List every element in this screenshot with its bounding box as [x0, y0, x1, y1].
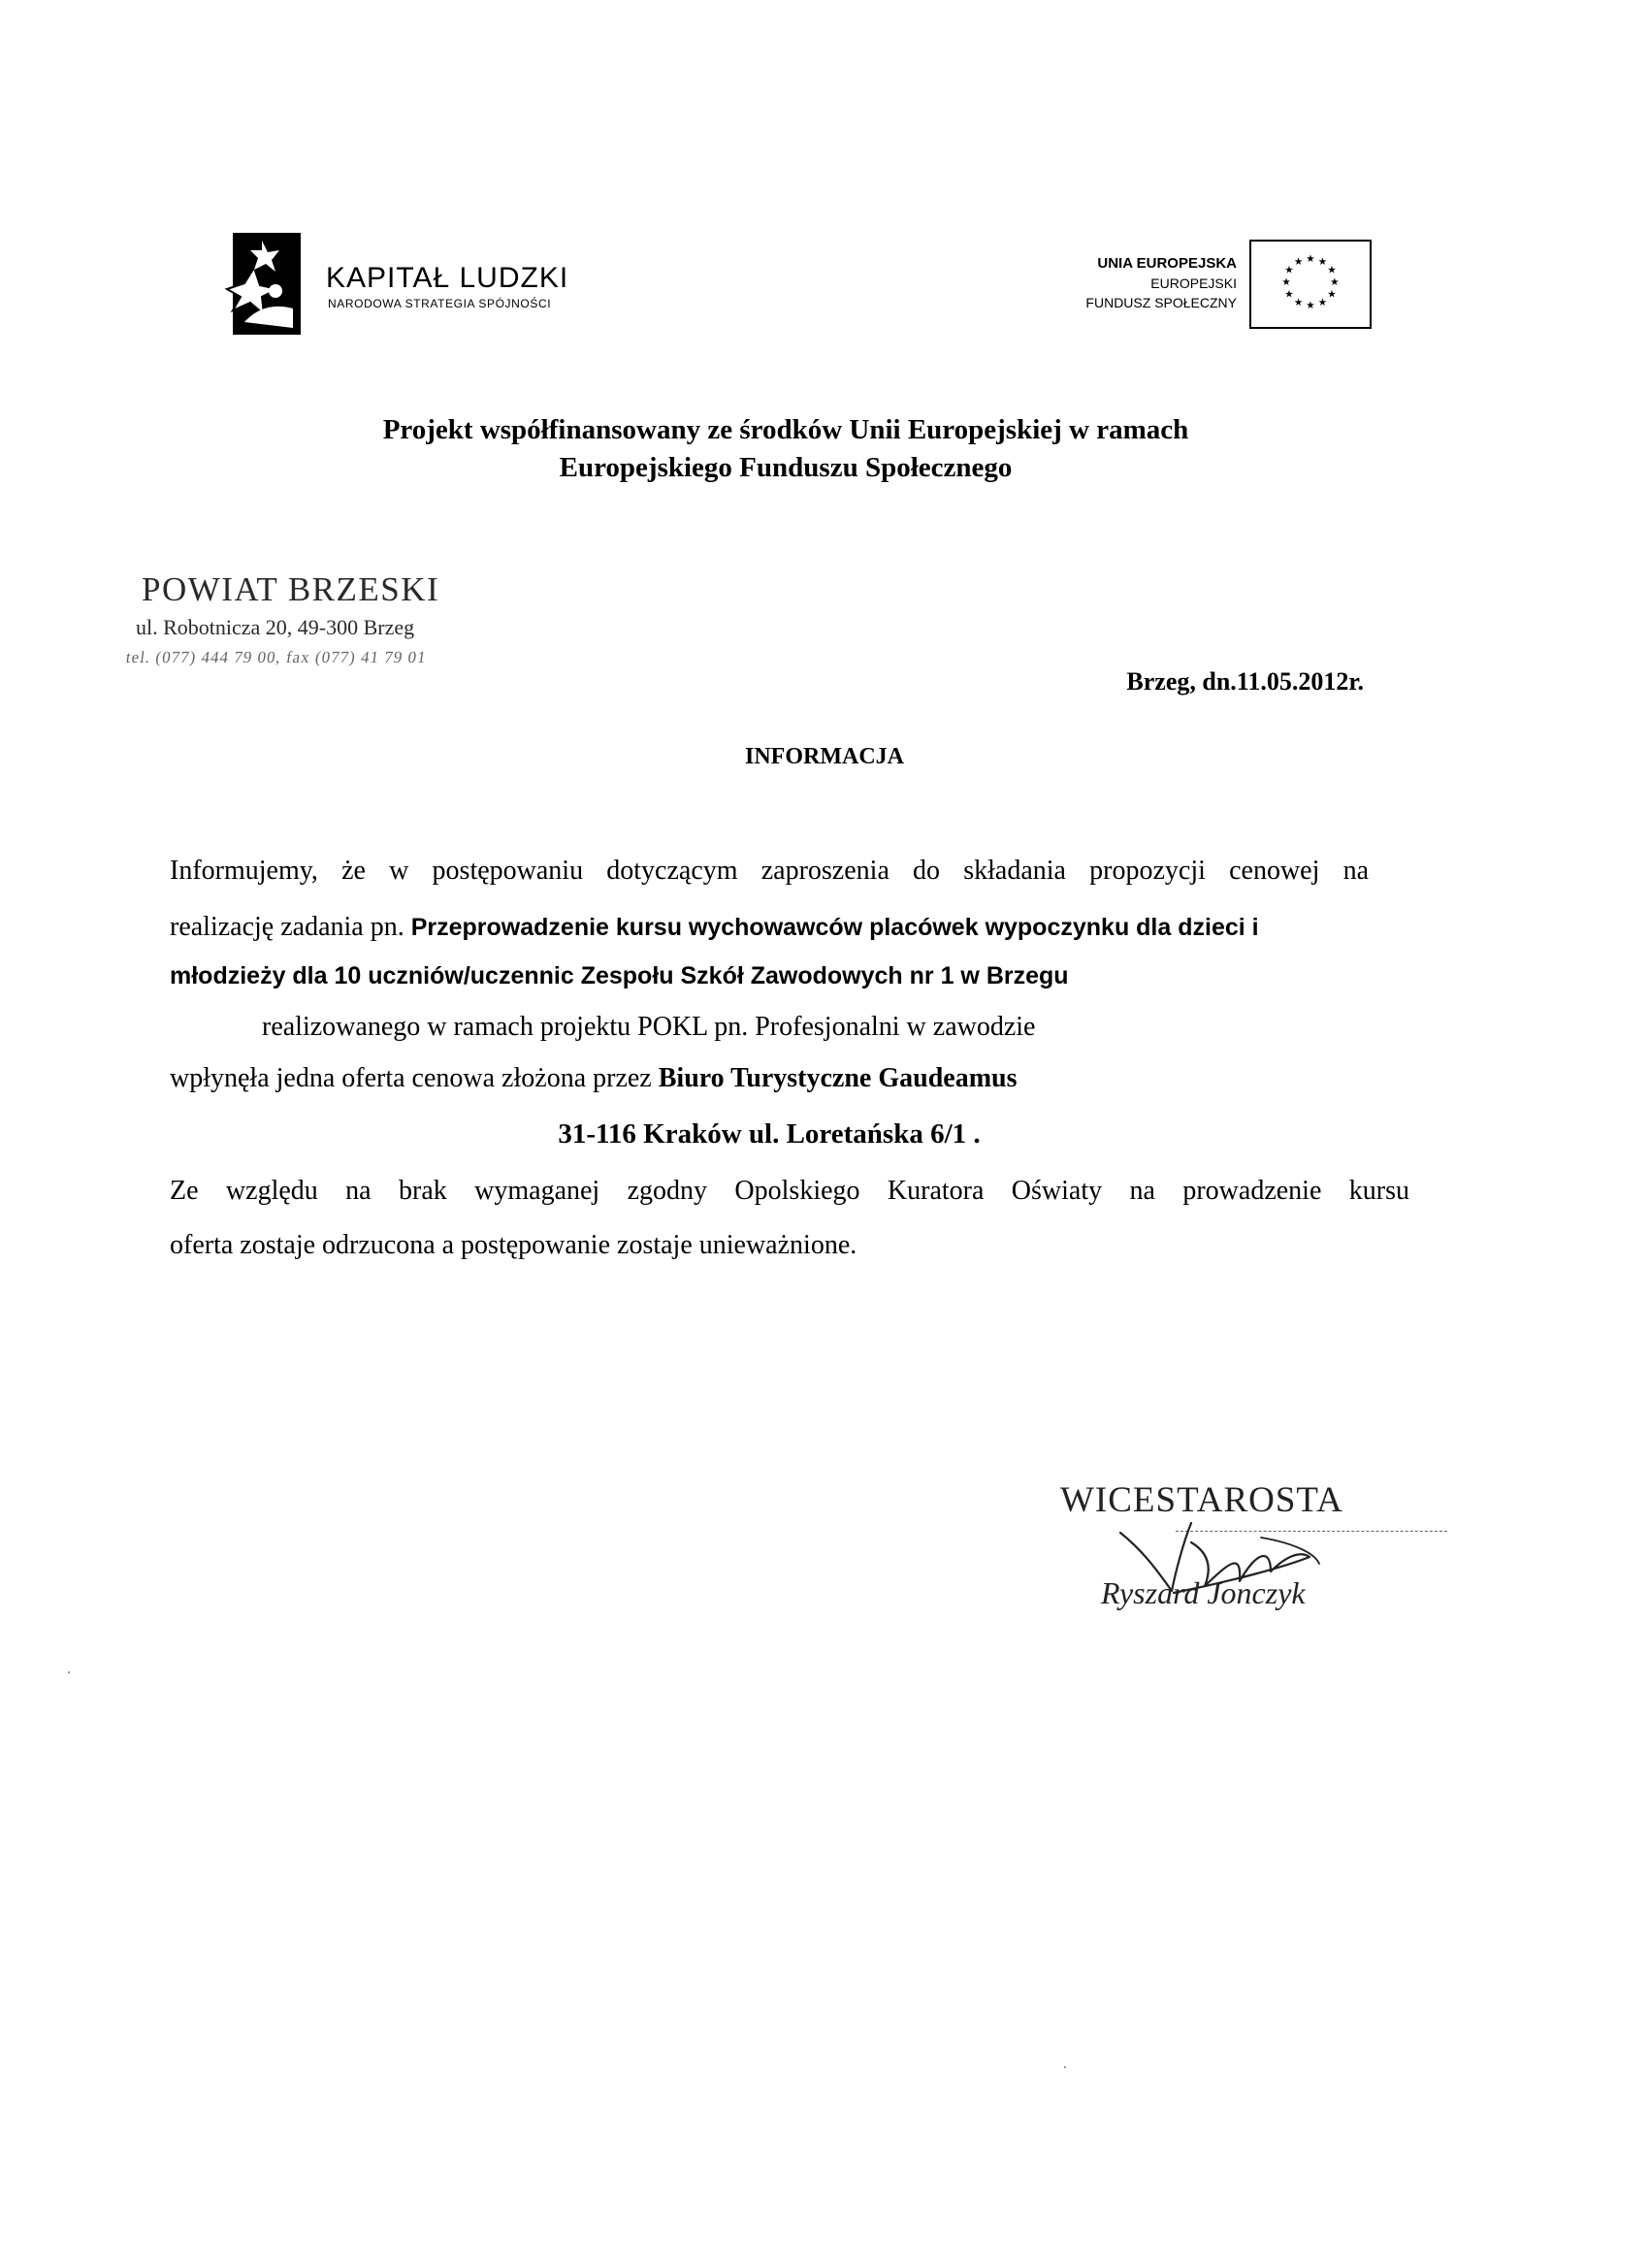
body-line-2-prefix: realizację zadania pn.	[170, 912, 411, 942]
bidder-name: Biuro Turystyczne Gaudeamus	[658, 1063, 1018, 1093]
kapital-ludzki-logo-icon	[215, 233, 301, 335]
svg-text:★: ★	[1306, 253, 1315, 266]
svg-text:★: ★	[1317, 255, 1328, 268]
stamp-name: POWIAT BRZESKI	[142, 570, 440, 608]
body-line-4: realizowanego w ramach projektu POKL pn. Profesjonalni w zawodzie	[262, 1012, 1036, 1042]
project-heading-line2: Europejskiego Funduszu Społecznego	[559, 452, 1013, 483]
svg-text:★: ★	[1327, 264, 1337, 276]
eu-line-unia: UNIA EUROPEJSKA	[1097, 255, 1237, 272]
svg-text:★: ★	[1293, 297, 1304, 308]
task-name-part-1: Przeprowadzenie kursu wychowawców placówek wypoczynku dla dzieci i	[410, 914, 1259, 941]
svg-text:★: ★	[1293, 255, 1304, 268]
svg-text:★: ★	[1306, 299, 1315, 311]
body-line-7: Ze względu na brak wymaganej zgodny Opolskiego Kuratora Oświaty na prowadzenie kursu	[170, 1176, 1409, 1206]
document-title: INFORMACJA	[745, 744, 904, 769]
signature-title: WICESTAROSTA	[1060, 1480, 1343, 1520]
eu-line-europejski: EUROPEJSKI	[1150, 275, 1237, 291]
body-line-5-prefix: wpłynęła jedna oferta cenowa złożona przez	[170, 1063, 659, 1093]
svg-text:★: ★	[1284, 264, 1294, 276]
eu-flag-icon	[1249, 240, 1372, 329]
svg-text:★: ★	[1284, 288, 1294, 301]
signatory-name: Ryszard Jonczyk	[1101, 1575, 1306, 1610]
project-heading	[194, 411, 1377, 487]
svg-text:★: ★	[1327, 288, 1337, 301]
project-heading-line1: Projekt współfinansowany ze środków Unii Europejskiej w ramach	[382, 414, 1189, 445]
scan-speck	[1064, 2066, 1066, 2068]
kapital-ludzki-subtitle: NARODOWA STRATEGIA SPÓJNOŚCI	[328, 297, 552, 310]
body-line-1: Informujemy, że w postępowaniu dotyczącym zaproszenia do składania propozycji cenowej na	[170, 856, 1369, 886]
stamp-address: ul. Robotnicza 20, 49-300 Brzeg	[136, 615, 415, 639]
svg-text:★: ★	[1281, 275, 1291, 288]
eu-line-fundusz: FUNDUSZ SPOŁECZNY	[1085, 295, 1237, 310]
svg-text:★: ★	[1317, 297, 1328, 308]
svg-text:★: ★	[1330, 275, 1340, 288]
body-line-5	[170, 1063, 1018, 1094]
kapital-ludzki-title: KAPITAŁ LUDZKI	[326, 262, 569, 294]
body-line-2	[170, 912, 1259, 943]
task-name-part-2: młodzieży dla 10 uczniów/uczennic Zespołu Szkół Zawodowych nr 1 w Brzegu	[170, 962, 1069, 989]
bidder-address: 31-116 Kraków ul. Loretańska 6/1 .	[558, 1118, 981, 1150]
document-date: Brzeg, dn.11.05.2012r.	[1126, 667, 1364, 696]
stamp-phone: tel. (077) 444 79 00, fax (077) 41 79 01	[124, 648, 428, 666]
eu-logo-text	[1009, 254, 1237, 312]
body-line-8: oferta zostaje odrzucona a postępowanie zostaje unieważnione.	[170, 1230, 857, 1260]
scan-speck	[68, 1671, 70, 1673]
